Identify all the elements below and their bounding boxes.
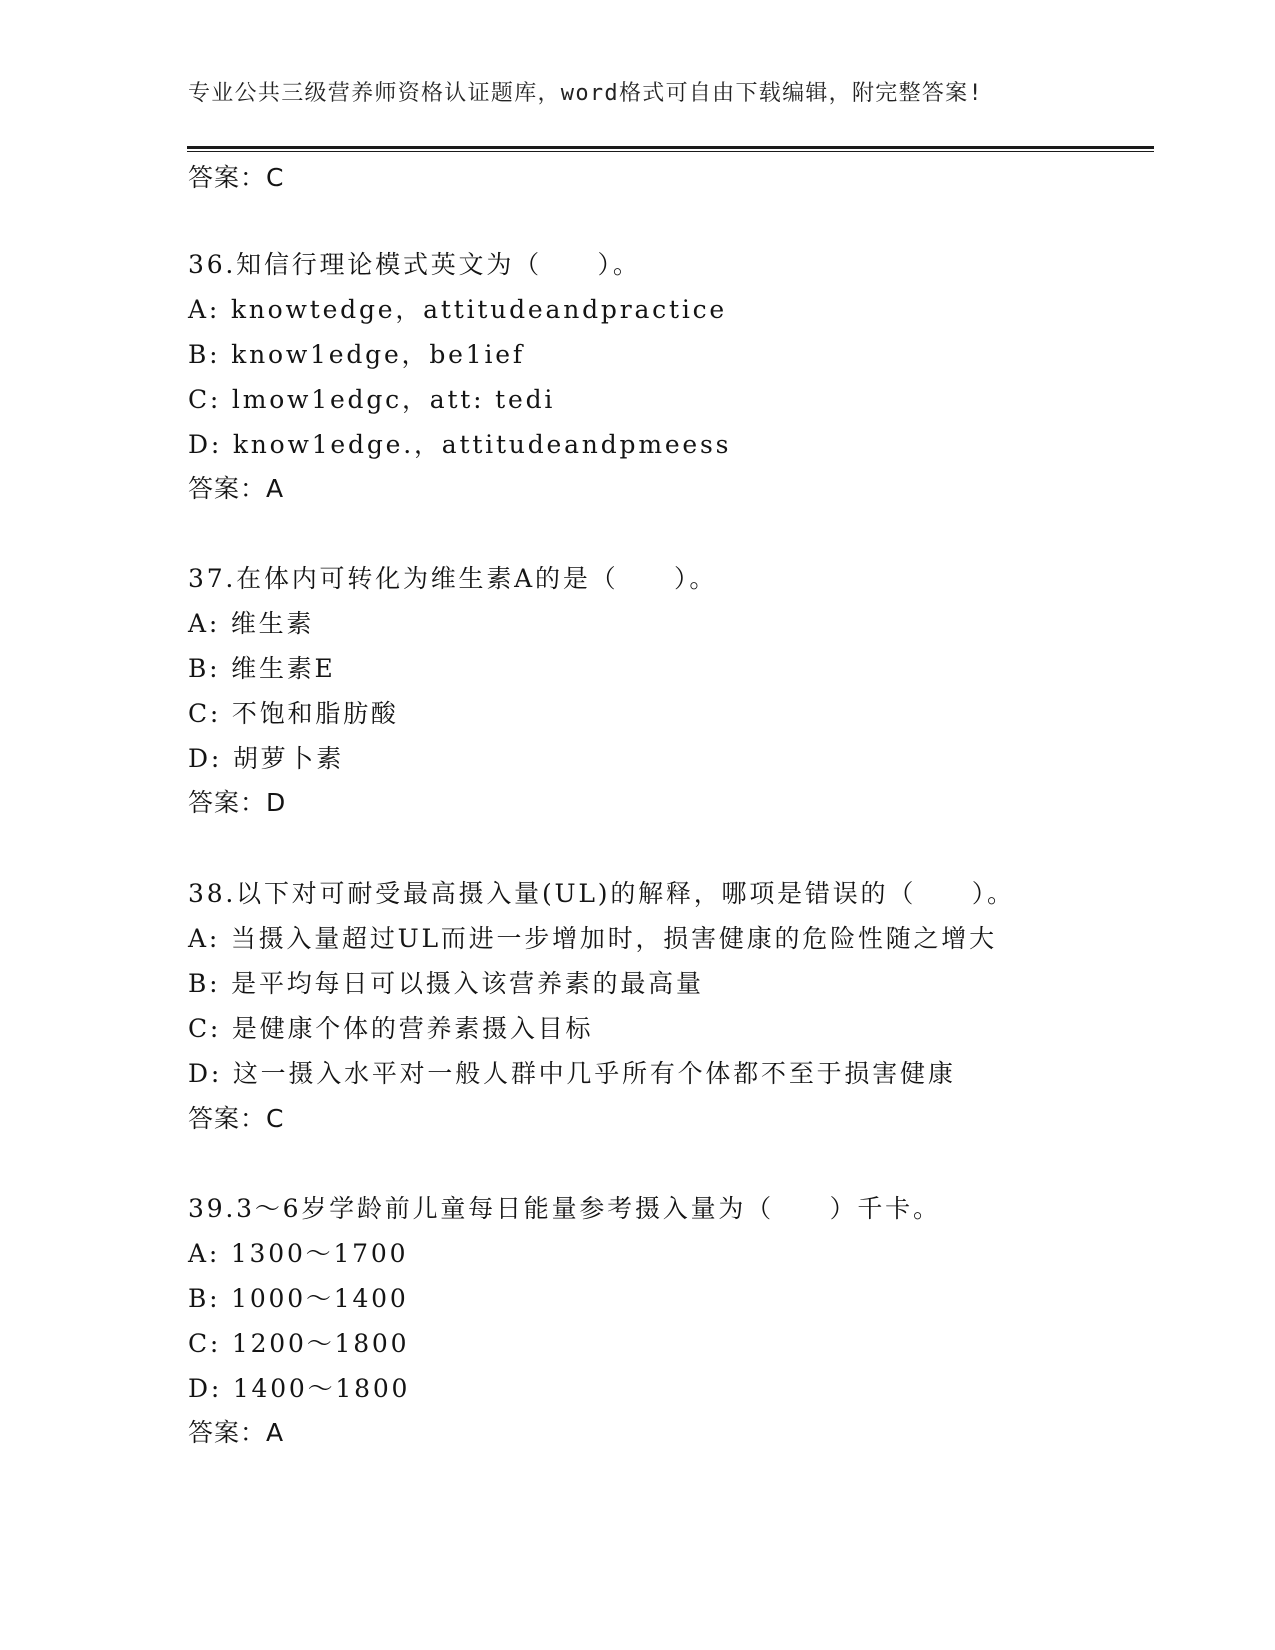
option-d: D: 1400～1800 xyxy=(188,1374,411,1403)
option-b: B: 1000～1400 xyxy=(188,1284,409,1313)
answer-line: 答案：D xyxy=(188,788,287,817)
option-c: C: 是健康个体的营养素摄入目标 xyxy=(188,1014,594,1043)
option-c: C: lmow1edgc，att: tedi xyxy=(188,385,556,414)
question-stem: 36.知信行理论模式英文为（ ）。 xyxy=(188,250,641,279)
option-a: A: knowtedge，attitudeandpractice xyxy=(188,295,728,324)
answer-line: 答案：A xyxy=(188,1418,285,1447)
question-stem: 38.以下对可耐受最高摄入量(UL)的解释，哪项是错误的（ ）。 xyxy=(188,879,1015,908)
option-c: C: 1200～1800 xyxy=(188,1329,410,1358)
answer-line: 答案：C xyxy=(188,1104,285,1133)
question-stem: 39.3～6岁学龄前儿童每日能量参考摄入量为（ ）千卡。 xyxy=(188,1194,941,1223)
option-a: A: 当摄入量超过UL而进一步增加时，损害健康的危险性随之增大 xyxy=(188,924,997,953)
option-d: D: 胡萝卜素 xyxy=(188,744,345,773)
option-c: C: 不饱和脂肪酸 xyxy=(188,699,399,728)
question-stem: 37.在体内可转化为维生素A的是（ ）。 xyxy=(188,564,718,593)
answer-line: 答案：C xyxy=(188,163,285,192)
option-b: B: 是平均每日可以摄入该营养素的最高量 xyxy=(188,969,704,998)
header-rule-thick xyxy=(187,146,1154,149)
option-d: D: know1edge.，attitudeandpmeess xyxy=(188,430,732,459)
page-header-text: 专业公共三级营养师资格认证题库，word格式可自由下载编辑，附完整答案! xyxy=(188,81,984,106)
header-rule-thin xyxy=(187,151,1154,152)
option-a: A: 维生素 xyxy=(188,609,315,638)
option-a: A: 1300～1700 xyxy=(188,1239,409,1268)
option-b: B: 维生素E xyxy=(188,654,336,683)
answer-line: 答案：A xyxy=(188,474,285,503)
option-d: D: 这一摄入水平对一般人群中几乎所有个体都不至于损害健康 xyxy=(188,1059,956,1088)
option-b: B: know1edge，be1ief xyxy=(188,340,525,369)
